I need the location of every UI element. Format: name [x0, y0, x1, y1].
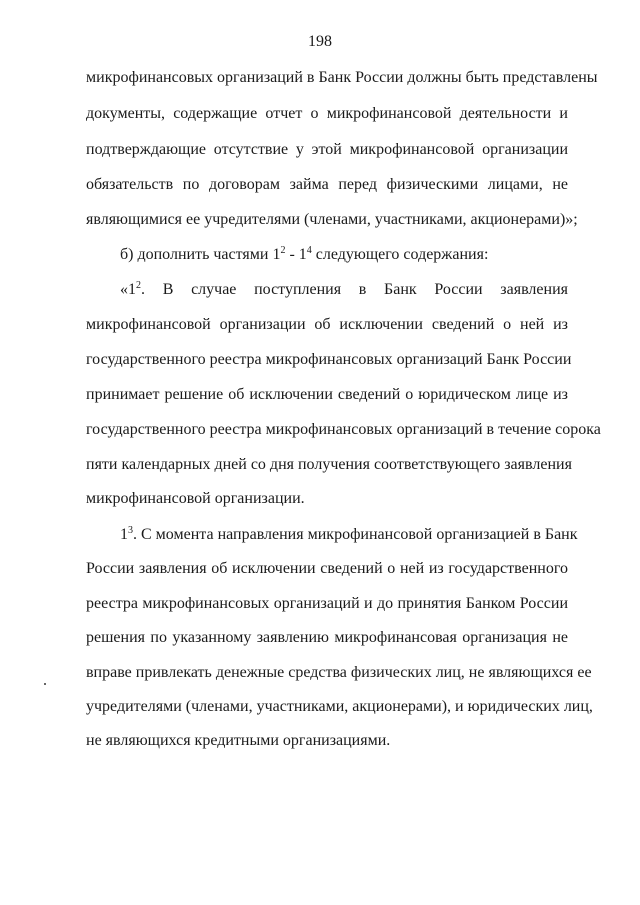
text-line-1: микрофинансовых организаций в Банк России должны быть представлены	[86, 69, 598, 86]
text-line-3: подтверждающие отсутствие у этой микрофинансовой организации	[86, 141, 568, 158]
text-line-8: микрофинансовой организации об исключении сведений о ней из	[86, 316, 568, 333]
text-line-2: документы, содержащие отчет о микрофинансовой деятельности и	[86, 105, 568, 122]
amendment-intro-text: б) дополнить частями 1	[120, 246, 281, 263]
paragraph-number: 1	[120, 526, 128, 543]
text-line-15: России заявления об исключении сведений о ней из государственного	[86, 560, 568, 577]
text-line-4: обязательств по договорам займа перед физическими лицами, не	[86, 176, 568, 193]
paragraph-1-3-first-line	[120, 525, 578, 545]
scan-artifact-dot	[44, 683, 46, 685]
paragraph-text: . С момента направления микрофинансовой организацией в Банк	[133, 526, 578, 543]
amendment-intro-text: следующего содержания:	[311, 246, 489, 263]
amendment-intro-line	[120, 245, 568, 265]
superscript: 2	[280, 245, 286, 256]
text-line-16: реестра микрофинансовых организаций и до принятия Банком России	[86, 595, 568, 612]
text-line-20: не являющихся кредитными организациями.	[86, 732, 391, 749]
text-line-11: государственного реестра микрофинансовых организаций в течение сорока	[86, 421, 601, 438]
paragraph-text: . В случае поступления в Банк России заявления	[141, 281, 568, 298]
superscript: 2	[136, 280, 141, 291]
text-line-12: пяти календарных дней со дня получения соответствующего заявления	[86, 456, 572, 473]
text-line-13: микрофинансовой организации.	[86, 490, 305, 507]
superscript: 3	[128, 525, 133, 536]
page-number: 198	[308, 33, 332, 50]
paragraph-1-2-first-line	[120, 280, 568, 300]
text-line-19: учредителями (членами, участниками, акционерами), и юридических лиц,	[86, 698, 593, 715]
text-line-17: решения по указанному заявлению микрофинансовая организация не	[86, 629, 568, 646]
superscript: 4	[306, 245, 312, 256]
amendment-intro-text: - 1	[285, 246, 307, 263]
text-line-10: принимает решение об исключении сведений о юридическом лице из	[86, 386, 568, 403]
text-line-18: вправе привлекать денежные средства физических лиц, не являющихся ее	[86, 664, 592, 681]
text-line-5: являющимися ее учредителями (членами, участниками, акционерами)»;	[86, 211, 578, 228]
paragraph-number: «1	[120, 281, 136, 298]
text-line-9: государственного реестра микрофинансовых организаций Банк России	[86, 351, 572, 368]
